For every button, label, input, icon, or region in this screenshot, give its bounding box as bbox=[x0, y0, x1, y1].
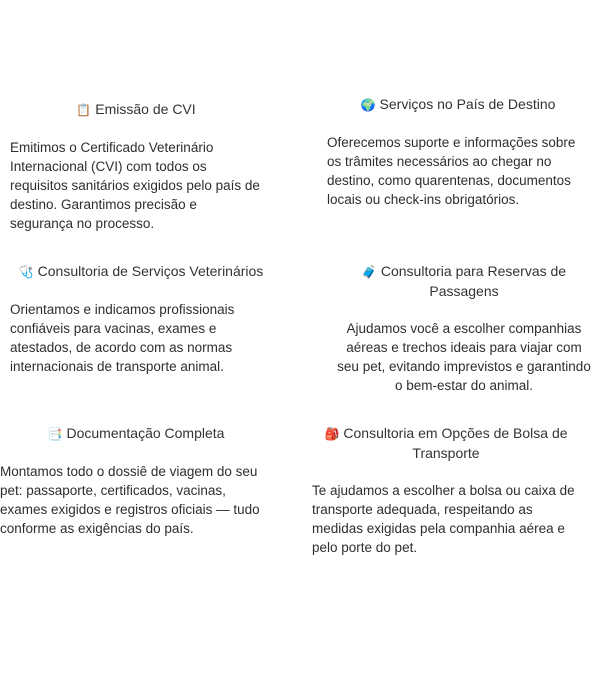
service-title bbox=[10, 100, 262, 120]
service-description: Ajudamos você a escolher companhias aéreas e trechos ideais para viajar com seu pet, evitando imprevistos e garantindo o bem-estar do animal. bbox=[337, 321, 591, 393]
service-description: Oferecemos suporte e informações sobre os trâmites necessários ao chegar no destino, como quarentenas, documentos locais ou check-ins obrigatórios. bbox=[327, 135, 576, 207]
service-description: Emitimos o Certificado Veterinário Internacional (CVI) com todos os requisitos sanitários exigidos pelo país de destino. Garantimos precisão e segurança no processo. bbox=[10, 140, 260, 231]
service-title-text: Documentação Completa bbox=[66, 425, 225, 441]
service-title-text: Serviços no País de Destino bbox=[379, 96, 556, 112]
service-title bbox=[0, 424, 272, 444]
stethoscope-icon: 🩺 bbox=[18, 265, 34, 279]
bag-icon: 🎒 bbox=[324, 427, 340, 441]
service-title bbox=[327, 95, 589, 115]
service-title-text: Emissão de CVI bbox=[95, 101, 196, 117]
service-description: Te ajudamos a escolher a bolsa ou caixa de transporte adequada, respeitando as medidas exigidas pela companhia aérea e pelo porte do pet. bbox=[312, 483, 575, 555]
service-title bbox=[312, 424, 580, 463]
service-description: Orientamos e indicamos profissionais confiáveis para vacinas, exames e atestados, de acordo com as normas internacionais de transporte animal. bbox=[10, 302, 235, 374]
service-card-transport-bag bbox=[312, 424, 580, 557]
service-title bbox=[336, 262, 592, 301]
service-title-text: Consultoria em Opções de Bolsa de Transporte bbox=[343, 425, 568, 461]
globe-icon: 🌍 bbox=[360, 98, 376, 112]
service-description: Montamos todo o dossiê de viagem do seu pet: passaporte, certificados, vacinas, exames exigidos e registros oficiais — tudo conforme as exigências do país. bbox=[0, 464, 260, 536]
clipboard-icon: 📋 bbox=[76, 103, 92, 117]
service-card-flight-booking bbox=[336, 262, 592, 395]
service-title bbox=[10, 262, 272, 282]
service-card-cvi bbox=[10, 100, 262, 233]
service-card-documentation bbox=[0, 424, 272, 538]
service-card-vet-consulting bbox=[10, 262, 272, 376]
service-card-destination bbox=[327, 95, 589, 209]
service-title-text: Consultoria para Reservas de Passagens bbox=[380, 263, 567, 299]
luggage-icon: 🧳 bbox=[361, 265, 377, 279]
service-title-text: Consultoria de Serviços Veterinários bbox=[37, 263, 264, 279]
document-icon: 📑 bbox=[47, 427, 63, 441]
